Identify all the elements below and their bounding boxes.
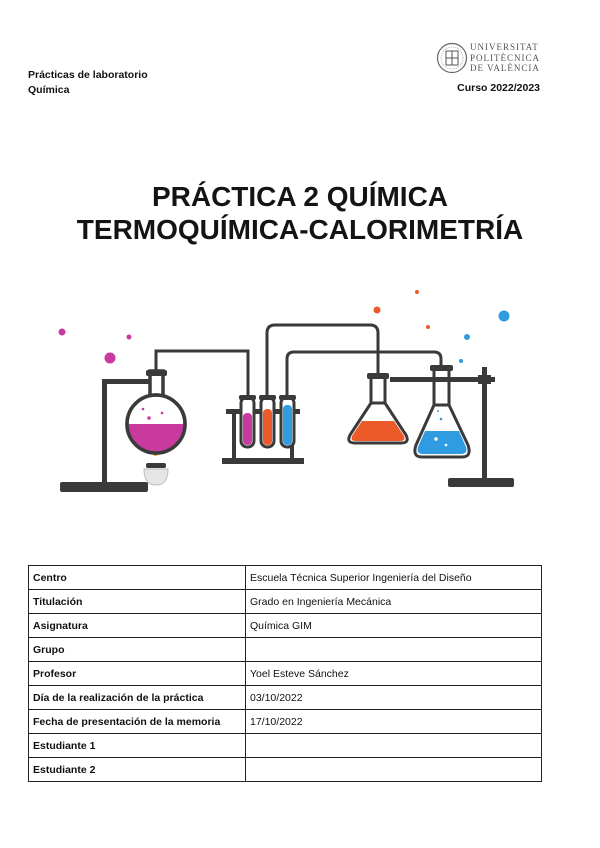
row-value: Grado en Ingeniería Mecánica <box>246 590 542 614</box>
logo-line: DE VALÈNCIA <box>470 63 540 73</box>
row-label: Estudiante 1 <box>29 734 246 758</box>
logo-text <box>470 42 540 74</box>
row-label: Titulación <box>29 590 246 614</box>
table-row <box>29 614 542 638</box>
row-value: Química GIM <box>246 614 542 638</box>
row-label: Fecha de presentación de la memoria <box>29 710 246 734</box>
logo-line: UNIVERSITAT <box>470 42 539 52</box>
row-value: Yoel Esteve Sánchez <box>246 662 542 686</box>
header-line-practicas: Prácticas de laboratorio <box>28 69 148 81</box>
row-value <box>246 638 542 662</box>
header-line-quimica: Química <box>28 84 70 96</box>
title-line-2: TERMOQUÍMICA-CALORIMETRÍA <box>76 214 524 245</box>
table-row <box>29 590 542 614</box>
info-table <box>28 565 542 782</box>
title-line-1: PRÁCTICA 2 QUÍMICA <box>151 181 449 212</box>
row-value: 17/10/2022 <box>246 710 542 734</box>
table-row <box>29 758 542 782</box>
row-value <box>246 734 542 758</box>
row-label: Grupo <box>29 638 246 662</box>
row-label: Profesor <box>29 662 246 686</box>
row-label: Asignatura <box>29 614 246 638</box>
course-year: Curso 2022/2023 <box>457 82 540 94</box>
upv-logo <box>436 42 546 76</box>
table-row <box>29 566 542 590</box>
table-row <box>29 686 542 710</box>
table-row <box>29 734 542 758</box>
page-title <box>0 180 600 246</box>
logo-line: POLITÈCNICA <box>470 52 540 63</box>
header-subject <box>28 68 148 98</box>
table-row <box>29 710 542 734</box>
row-value <box>246 758 542 782</box>
row-label: Estudiante 2 <box>29 758 246 782</box>
table-row <box>29 638 542 662</box>
row-value: 03/10/2022 <box>246 686 542 710</box>
chemistry-lab-icon <box>50 285 550 500</box>
row-value: Escuela Técnica Superior Ingeniería del Diseño <box>246 566 542 590</box>
table-row <box>29 662 542 686</box>
row-label: Día de la realización de la práctica <box>29 686 246 710</box>
university-seal-icon <box>436 42 468 74</box>
row-label: Centro <box>29 566 246 590</box>
